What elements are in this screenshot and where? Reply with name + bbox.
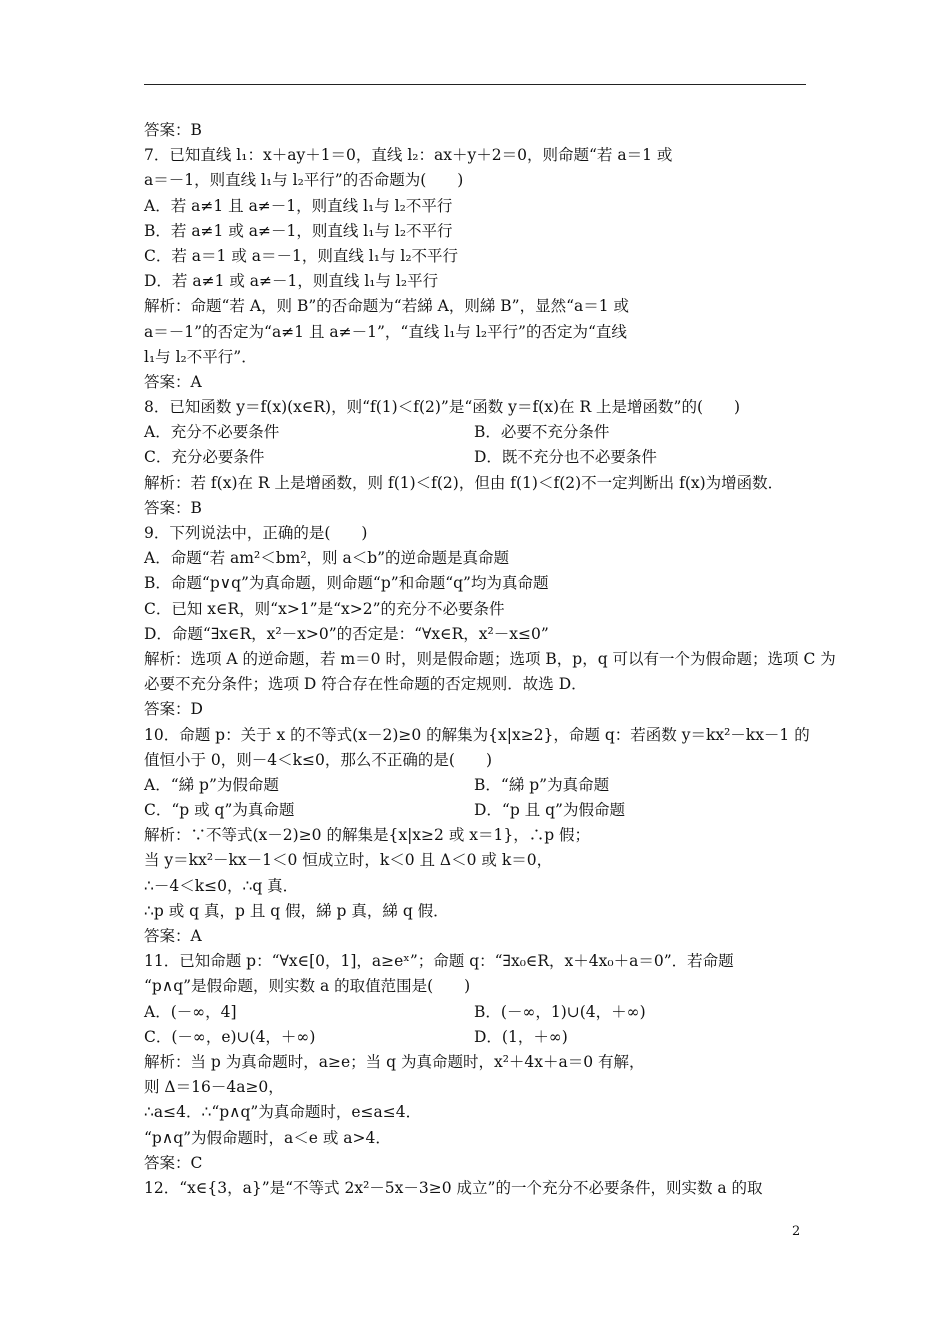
option-cell: A．(－∞，4] <box>144 1002 237 1021</box>
option-cell: D．(1，＋∞) <box>474 1027 568 1046</box>
option-cell: C．“p 或 q”为真命题 <box>144 801 295 820</box>
text-line: 11．已知命题 p：“∀x∈[0，1]，a≥eˣ”；命题 q：“∃x₀∈R，x＋4x₀＋a＝0”．若命题 <box>144 952 734 971</box>
document-body <box>144 118 836 1201</box>
text-line: A．命题“若 am²＜bm²，则 a＜b”的逆命题是真命题 <box>144 549 510 568</box>
option-row <box>144 420 812 445</box>
text-line: 必要不充分条件；选项 D 符合存在性命题的否定规则．故选 D． <box>144 675 587 694</box>
text-line: 8．已知函数 y＝f(x)(x∈R)，则“f(1)＜f(2)”是“函数 y＝f(x)在 R 上是增函数”的( ) <box>144 398 741 417</box>
text-line: 解析：∵不等式(x－2)≥0 的解集是{x|x≥2 或 x＝1}，∴p 假； <box>144 826 591 845</box>
text-line: “p∧q”为假命题时，a＜e 或 a>4． <box>144 1128 391 1147</box>
option-row <box>144 1000 812 1025</box>
text-line: C．已知 x∈R，则“x>1”是“x>2”的充分不必要条件 <box>144 599 505 618</box>
option-cell: C．充分必要条件 <box>144 448 265 467</box>
text-line: 答案：B <box>144 498 202 517</box>
text-line: 答案：A <box>144 372 202 391</box>
option-cell: D．既不充分也不必要条件 <box>474 448 657 467</box>
header-rule <box>144 84 806 85</box>
text-line: 答案：C <box>144 1153 203 1172</box>
option-cell: B．“綈 p”为真命题 <box>474 775 610 794</box>
text-line: 答案：A <box>144 927 202 945</box>
text-line: l₁与 l₂不平行”． <box>144 347 257 366</box>
option-cell: A．充分不必要条件 <box>144 423 280 442</box>
text-line: D．命题“∃x∈R，x²－x>0”的否定是：“∀x∈R，x²－x≤0” <box>144 624 549 643</box>
text-line: 答案：D <box>144 700 203 719</box>
text-line: “p∧q”是假命题，则实数 a 的取值范围是( ) <box>144 977 471 996</box>
text-line: 解析：选项 A 的逆命题，若 m＝0 时，则是假命题；选项 B，p，q 可以有一个为假命题；选项 C 为 <box>144 649 836 668</box>
option-row <box>144 798 812 823</box>
text-line: ∴－4＜k≤0，∴q 真． <box>144 876 299 895</box>
text-line: 解析：命题“若 A，则 B”的否命题为“若綈 A，则綈 B”，显然“a＝1 或 <box>144 297 630 316</box>
option-row <box>144 1025 812 1050</box>
text-line: D．若 a≠1 或 a≠－1，则直线 l₁与 l₂平行 <box>144 272 439 291</box>
text-line: 当 y＝kx²－kx－1＜0 恒成立时，k＜0 且 Δ＜0 或 k＝0， <box>144 851 553 870</box>
text-line: B．命题“p∨q”为真命题，则命题“p”和命题“q”均为真命题 <box>144 574 549 593</box>
text-line: 则 Δ＝16－4a≥0， <box>144 1078 284 1097</box>
option-row <box>144 445 812 470</box>
option-cell: A．“綈 p”为假命题 <box>144 775 279 794</box>
option-cell: D．“p 且 q”为假命题 <box>474 801 625 820</box>
text-line: 9．下列说法中，正确的是( ) <box>144 524 368 542</box>
text-line: 答案：B <box>144 121 202 139</box>
option-row <box>144 773 812 798</box>
text-line: C．若 a＝1 或 a＝－1，则直线 l₁与 l₂不平行 <box>144 246 459 265</box>
option-cell: B．必要不充分条件 <box>474 423 610 442</box>
text-line: ∴p 或 q 真，p 且 q 假，綈 p 真，綈 q 假． <box>144 901 449 920</box>
text-line: a＝－1，则直线 l₁与 l₂平行”的否命题为( ) <box>144 171 464 190</box>
text-line: a＝－1”的否定为“a≠1 且 a≠－1”，“直线 l₁与 l₂平行”的否定为“直线 <box>144 322 627 341</box>
text-line: 12．“x∈{3，a}”是“不等式 2x²－5x－3≥0 成立”的一个充分不必要条件，则实数 a 的取 <box>144 1178 763 1197</box>
text-line: 7．已知直线 l₁：x＋ay＋1＝0，直线 l₂：ax＋y＋2＝0，则命题“若 a＝1 或 <box>144 146 673 165</box>
option-cell: B．(－∞，1)∪(4，＋∞) <box>474 1002 646 1021</box>
text-line: ∴a≤4．∴“p∧q”为真命题时，e≤a≤4． <box>144 1103 422 1122</box>
text-line: 值恒小于 0，则－4＜k≤0，那么不正确的是( ) <box>144 750 492 769</box>
option-cell: C．(－∞，e)∪(4，＋∞) <box>144 1027 316 1046</box>
text-line: A．若 a≠1 且 a≠－1，则直线 l₁与 l₂不平行 <box>144 196 453 215</box>
text-line: 解析：若 f(x)在 R 上是增函数，则 f(1)＜f(2)，但由 f(1)＜f(2)不一定判断出 f(x)为增函数． <box>144 473 784 492</box>
page-number: 2 <box>792 1224 801 1239</box>
text-line: 解析：当 p 为真命题时，a≥e；当 q 为真命题时，x²＋4x＋a＝0 有解， <box>144 1052 645 1071</box>
text-line: 10．命题 p：关于 x 的不等式(x－2)≥0 的解集为{x|x≥2}，命题 q：若函数 y＝kx²－kx－1 的 <box>144 725 810 744</box>
text-line: B．若 a≠1 或 a≠－1，则直线 l₁与 l₂不平行 <box>144 221 453 240</box>
